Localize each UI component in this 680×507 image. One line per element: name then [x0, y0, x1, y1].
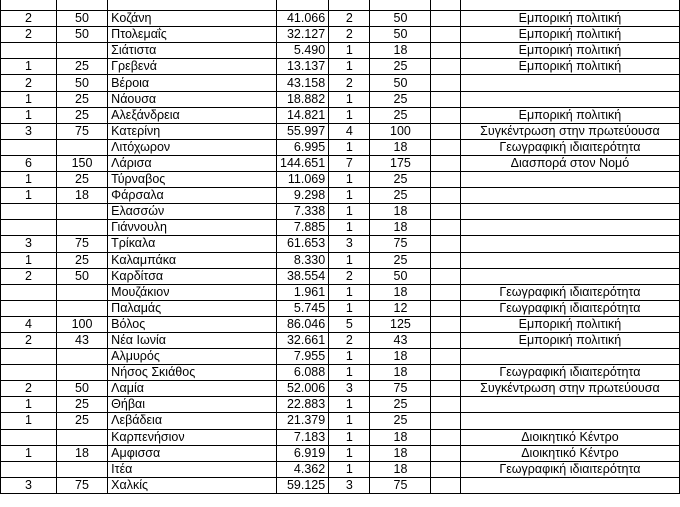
cell-value-a: 100: [56, 316, 107, 332]
cell-city: Καλαμπάκα: [108, 252, 277, 268]
cell-note: Γεωγραφική ιδιαιτερότητα: [460, 284, 679, 300]
cell-note: [460, 91, 679, 107]
cell-value-a: 18: [56, 188, 107, 204]
cell-count-b: 2: [329, 11, 370, 27]
cell-city: Νήσος Σκιάθος: [108, 365, 277, 381]
cell-count-b: 1: [329, 172, 370, 188]
cell-value-b: [370, 0, 431, 11]
cell-population: 22.883: [277, 397, 329, 413]
cell-value-b: 25: [370, 188, 431, 204]
cell-blank: [431, 59, 460, 75]
cell-blank: [431, 220, 460, 236]
cell-blank: [431, 139, 460, 155]
cell-note: Εμπορική πολιτική: [460, 43, 679, 59]
cell-city: Ελασσών: [108, 204, 277, 220]
cell-city: Βέροια: [108, 75, 277, 91]
cell-note: Εμπορική πολιτική: [460, 107, 679, 123]
cell-city: Χαλκίς: [108, 477, 277, 493]
cell-value-b: 50: [370, 268, 431, 284]
cell-count-b: 1: [329, 220, 370, 236]
table-row: [1, 461, 680, 477]
cell-population: 61.653: [277, 236, 329, 252]
cell-population: 38.554: [277, 268, 329, 284]
cell-value-a: 25: [56, 172, 107, 188]
cell-blank: [431, 155, 460, 171]
cell-count-b: 1: [329, 365, 370, 381]
cell-city: [108, 0, 277, 11]
cell-value-a: 75: [56, 123, 107, 139]
cell-population: 7.885: [277, 220, 329, 236]
cell-population: 14.821: [277, 107, 329, 123]
cell-value-a: 75: [56, 236, 107, 252]
cell-population: 1.961: [277, 284, 329, 300]
cell-count-b: 1: [329, 43, 370, 59]
cell-count-a: 1: [1, 172, 57, 188]
cell-note: Γεωγραφική ιδιαιτερότητα: [460, 461, 679, 477]
cell-blank: [431, 236, 460, 252]
cell-value-a: 25: [56, 252, 107, 268]
cell-blank: [431, 284, 460, 300]
cell-value-b: 18: [370, 220, 431, 236]
cell-city: Σιάτιστα: [108, 43, 277, 59]
cell-population: 18.882: [277, 91, 329, 107]
cell-blank: [431, 11, 460, 27]
cell-value-b: 75: [370, 236, 431, 252]
cell-count-a: 3: [1, 236, 57, 252]
cell-value-b: 18: [370, 43, 431, 59]
cell-value-a: [56, 220, 107, 236]
table-row: [1, 75, 680, 91]
cell-count-b: 1: [329, 413, 370, 429]
cell-city: Αμφισσα: [108, 445, 277, 461]
cell-value-a: [56, 0, 107, 11]
cell-population: 7.338: [277, 204, 329, 220]
cell-population: 5.745: [277, 300, 329, 316]
cell-city: Κατερίνη: [108, 123, 277, 139]
cell-count-a: 3: [1, 123, 57, 139]
cell-count-b: 4: [329, 123, 370, 139]
cell-count-a: [1, 349, 57, 365]
cell-count-a: [1, 365, 57, 381]
cell-count-a: [1, 220, 57, 236]
cell-value-a: 50: [56, 268, 107, 284]
cell-blank: [431, 75, 460, 91]
cell-count-a: 1: [1, 188, 57, 204]
cell-value-a: 25: [56, 413, 107, 429]
cell-count-b: 1: [329, 59, 370, 75]
cell-value-b: 18: [370, 365, 431, 381]
cell-population: 55.997: [277, 123, 329, 139]
cell-population: 32.661: [277, 332, 329, 348]
cell-count-b: 1: [329, 397, 370, 413]
cell-value-b: 25: [370, 397, 431, 413]
cell-count-b: 7: [329, 155, 370, 171]
cell-value-b: 18: [370, 429, 431, 445]
cell-blank: [431, 300, 460, 316]
cell-value-b: 18: [370, 204, 431, 220]
cell-blank: [431, 107, 460, 123]
cell-count-a: 3: [1, 477, 57, 493]
cell-city: Κοζάνη: [108, 11, 277, 27]
cell-value-a: [56, 43, 107, 59]
cell-blank: [431, 349, 460, 365]
cell-city: Λαμία: [108, 381, 277, 397]
cell-city: Γρεβενά: [108, 59, 277, 75]
cell-note: Εμπορική πολιτική: [460, 316, 679, 332]
cell-value-a: 25: [56, 91, 107, 107]
table-row: [1, 188, 680, 204]
cell-count-a: 1: [1, 107, 57, 123]
cell-note: [460, 349, 679, 365]
cell-note: [460, 252, 679, 268]
cell-population: 7.183: [277, 429, 329, 445]
cell-city: Λάρισα: [108, 155, 277, 171]
cell-value-a: 75: [56, 477, 107, 493]
cell-value-b: 18: [370, 284, 431, 300]
cell-value-b: 50: [370, 27, 431, 43]
cell-note: Διασπορά στον Νομό: [460, 155, 679, 171]
cell-note: [460, 0, 679, 11]
cell-value-a: 25: [56, 397, 107, 413]
cell-value-b: 75: [370, 477, 431, 493]
cell-city: Θήβαι: [108, 397, 277, 413]
cell-blank: [431, 365, 460, 381]
cell-count-a: 1: [1, 91, 57, 107]
cell-count-b: 1: [329, 107, 370, 123]
cell-note: [460, 75, 679, 91]
cell-city: Νάουσα: [108, 91, 277, 107]
cell-count-b: 1: [329, 461, 370, 477]
cell-count-a: [1, 139, 57, 155]
cell-population: 5.490: [277, 43, 329, 59]
cell-blank: [431, 429, 460, 445]
cell-count-b: 2: [329, 27, 370, 43]
cell-value-b: 25: [370, 107, 431, 123]
table-row: [1, 445, 680, 461]
cell-count-a: 1: [1, 413, 57, 429]
table-row: [1, 11, 680, 27]
cell-note: Διοικητικό Κέντρο: [460, 429, 679, 445]
table-row: [1, 236, 680, 252]
cell-value-b: 18: [370, 461, 431, 477]
cell-population: 6.995: [277, 139, 329, 155]
cell-count-b: 3: [329, 236, 370, 252]
table-row: [1, 27, 680, 43]
cell-city: Βόλος: [108, 316, 277, 332]
cell-count-a: 1: [1, 397, 57, 413]
cell-value-a: [56, 284, 107, 300]
cell-value-a: 50: [56, 11, 107, 27]
cell-population: 52.006: [277, 381, 329, 397]
table-row: [1, 268, 680, 284]
cell-count-b: 3: [329, 477, 370, 493]
cell-note: [460, 413, 679, 429]
table-row: [1, 349, 680, 365]
table-row: [1, 284, 680, 300]
cell-blank: [431, 252, 460, 268]
cell-note: [460, 268, 679, 284]
cell-note: [460, 172, 679, 188]
cell-value-b: 18: [370, 139, 431, 155]
cell-blank: [431, 123, 460, 139]
cell-count-b: 5: [329, 316, 370, 332]
cell-value-b: 125: [370, 316, 431, 332]
cell-count-a: [1, 461, 57, 477]
cell-value-a: 150: [56, 155, 107, 171]
cell-value-a: [56, 429, 107, 445]
cell-value-b: 25: [370, 413, 431, 429]
cell-blank: [431, 268, 460, 284]
cell-count-b: 1: [329, 188, 370, 204]
cell-city: Τύρναβος: [108, 172, 277, 188]
table-row: [1, 43, 680, 59]
cell-count-a: 4: [1, 316, 57, 332]
cell-count-a: 2: [1, 268, 57, 284]
cell-population: 6.919: [277, 445, 329, 461]
cell-value-a: 50: [56, 75, 107, 91]
cell-count-b: 2: [329, 75, 370, 91]
cell-blank: [431, 91, 460, 107]
cell-population: 11.069: [277, 172, 329, 188]
cell-count-b: 1: [329, 252, 370, 268]
cell-value-b: 175: [370, 155, 431, 171]
cell-count-a: [1, 43, 57, 59]
table-row: [1, 332, 680, 348]
table-body: [1, 0, 680, 493]
cell-value-a: [56, 461, 107, 477]
cell-city: Ιτέα: [108, 461, 277, 477]
cell-note: Γεωγραφική ιδιαιτερότητα: [460, 365, 679, 381]
cell-city: Πτολεμαΐς: [108, 27, 277, 43]
cell-population: 7.955: [277, 349, 329, 365]
cell-population: 4.362: [277, 461, 329, 477]
cell-value-b: 50: [370, 75, 431, 91]
cell-population: 43.158: [277, 75, 329, 91]
cell-city: Γιάννουλη: [108, 220, 277, 236]
cell-value-b: 25: [370, 172, 431, 188]
cell-value-b: 18: [370, 349, 431, 365]
cell-note: Εμπορική πολιτική: [460, 332, 679, 348]
table-row: [1, 477, 680, 493]
cell-note: Εμπορική πολιτική: [460, 11, 679, 27]
cell-value-a: [56, 300, 107, 316]
table-row: [1, 220, 680, 236]
cell-count-a: [1, 0, 57, 11]
cell-value-a: 50: [56, 381, 107, 397]
cell-value-a: 43: [56, 332, 107, 348]
cell-count-b: 1: [329, 300, 370, 316]
cell-count-a: 1: [1, 59, 57, 75]
cell-value-a: [56, 349, 107, 365]
cell-blank: [431, 413, 460, 429]
table-row: [1, 300, 680, 316]
cell-blank: [431, 43, 460, 59]
table-row: [1, 59, 680, 75]
cell-count-a: 2: [1, 27, 57, 43]
cell-blank: [431, 461, 460, 477]
table-row: [1, 155, 680, 171]
table-row: [1, 0, 680, 11]
cell-count-b: 1: [329, 284, 370, 300]
cell-count-b: 2: [329, 268, 370, 284]
cell-note: Γεωγραφική ιδιαιτερότητα: [460, 300, 679, 316]
cell-value-a: 25: [56, 59, 107, 75]
cell-city: Λιτόχωρον: [108, 139, 277, 155]
cell-count-a: [1, 429, 57, 445]
cell-note: Εμπορική πολιτική: [460, 59, 679, 75]
cell-population: 41.066: [277, 11, 329, 27]
cell-population: 9.298: [277, 188, 329, 204]
cell-population: 8.330: [277, 252, 329, 268]
cell-note: [460, 236, 679, 252]
table-row: [1, 316, 680, 332]
cell-blank: [431, 27, 460, 43]
cell-blank: [431, 477, 460, 493]
cell-value-b: 75: [370, 381, 431, 397]
cell-population: 6.088: [277, 365, 329, 381]
cell-blank: [431, 188, 460, 204]
cell-population: 144.651: [277, 155, 329, 171]
cell-city: Παλαμάς: [108, 300, 277, 316]
cell-city: Μουζάκιον: [108, 284, 277, 300]
cell-value-b: 50: [370, 11, 431, 27]
cell-note: [460, 188, 679, 204]
table-row: [1, 172, 680, 188]
cell-value-a: 18: [56, 445, 107, 461]
table-row: [1, 365, 680, 381]
cell-count-a: 1: [1, 252, 57, 268]
cell-value-b: 25: [370, 252, 431, 268]
table-row: [1, 413, 680, 429]
cell-count-b: 1: [329, 445, 370, 461]
cell-note: Συγκέντρωση στην πρωτεύουσα: [460, 123, 679, 139]
cell-population: 21.379: [277, 413, 329, 429]
cell-value-b: 43: [370, 332, 431, 348]
cell-blank: [431, 204, 460, 220]
cell-value-b: 18: [370, 445, 431, 461]
cell-blank: [431, 0, 460, 11]
cell-count-a: 2: [1, 332, 57, 348]
cell-note: Εμπορική πολιτική: [460, 27, 679, 43]
cell-blank: [431, 381, 460, 397]
cell-city: Νέα Ιωνία: [108, 332, 277, 348]
cell-value-b: 25: [370, 59, 431, 75]
cell-population: 86.046: [277, 316, 329, 332]
cell-note: Γεωγραφική ιδιαιτερότητα: [460, 139, 679, 155]
cell-note: Συγκέντρωση στην πρωτεύουσα: [460, 381, 679, 397]
table-row: [1, 123, 680, 139]
table-row: [1, 429, 680, 445]
cell-count-a: 2: [1, 75, 57, 91]
cell-population: [277, 0, 329, 11]
cell-value-a: [56, 139, 107, 155]
cell-count-b: [329, 0, 370, 11]
cell-value-b: 100: [370, 123, 431, 139]
cell-city: Καρπενήσιον: [108, 429, 277, 445]
cell-city: Φάρσαλα: [108, 188, 277, 204]
cell-value-a: 25: [56, 107, 107, 123]
cell-note: Διοικητικό Κέντρο: [460, 445, 679, 461]
cell-city: Αλεξάνδρεια: [108, 107, 277, 123]
cell-count-a: [1, 300, 57, 316]
cell-count-a: 6: [1, 155, 57, 171]
cell-count-b: 1: [329, 139, 370, 155]
cell-count-a: 2: [1, 11, 57, 27]
cell-city: Αλμυρός: [108, 349, 277, 365]
table-row: [1, 91, 680, 107]
cell-population: 13.137: [277, 59, 329, 75]
cell-count-b: 3: [329, 381, 370, 397]
table-row: [1, 204, 680, 220]
cell-blank: [431, 172, 460, 188]
cell-note: [460, 397, 679, 413]
cell-blank: [431, 332, 460, 348]
cell-note: [460, 220, 679, 236]
table-row: [1, 252, 680, 268]
cell-city: Λεβάδεια: [108, 413, 277, 429]
cell-value-b: 25: [370, 91, 431, 107]
cell-blank: [431, 445, 460, 461]
cell-value-b: 12: [370, 300, 431, 316]
cell-count-a: 2: [1, 381, 57, 397]
cell-blank: [431, 397, 460, 413]
cell-city: Τρίκαλα: [108, 236, 277, 252]
cell-note: [460, 477, 679, 493]
cell-count-b: 1: [329, 204, 370, 220]
cell-count-a: [1, 204, 57, 220]
cell-value-a: 50: [56, 27, 107, 43]
cell-count-b: 1: [329, 429, 370, 445]
cell-count-b: 2: [329, 332, 370, 348]
table-row: [1, 139, 680, 155]
cell-population: 59.125: [277, 477, 329, 493]
cell-count-a: 1: [1, 445, 57, 461]
cell-count-b: 1: [329, 91, 370, 107]
table-row: [1, 107, 680, 123]
cell-population: 32.127: [277, 27, 329, 43]
cell-count-a: [1, 284, 57, 300]
cell-note: [460, 204, 679, 220]
cell-count-b: 1: [329, 349, 370, 365]
table-row: [1, 397, 680, 413]
cell-value-a: [56, 365, 107, 381]
cell-city: Καρδίτσα: [108, 268, 277, 284]
table-row: [1, 381, 680, 397]
cell-blank: [431, 316, 460, 332]
cell-value-a: [56, 204, 107, 220]
